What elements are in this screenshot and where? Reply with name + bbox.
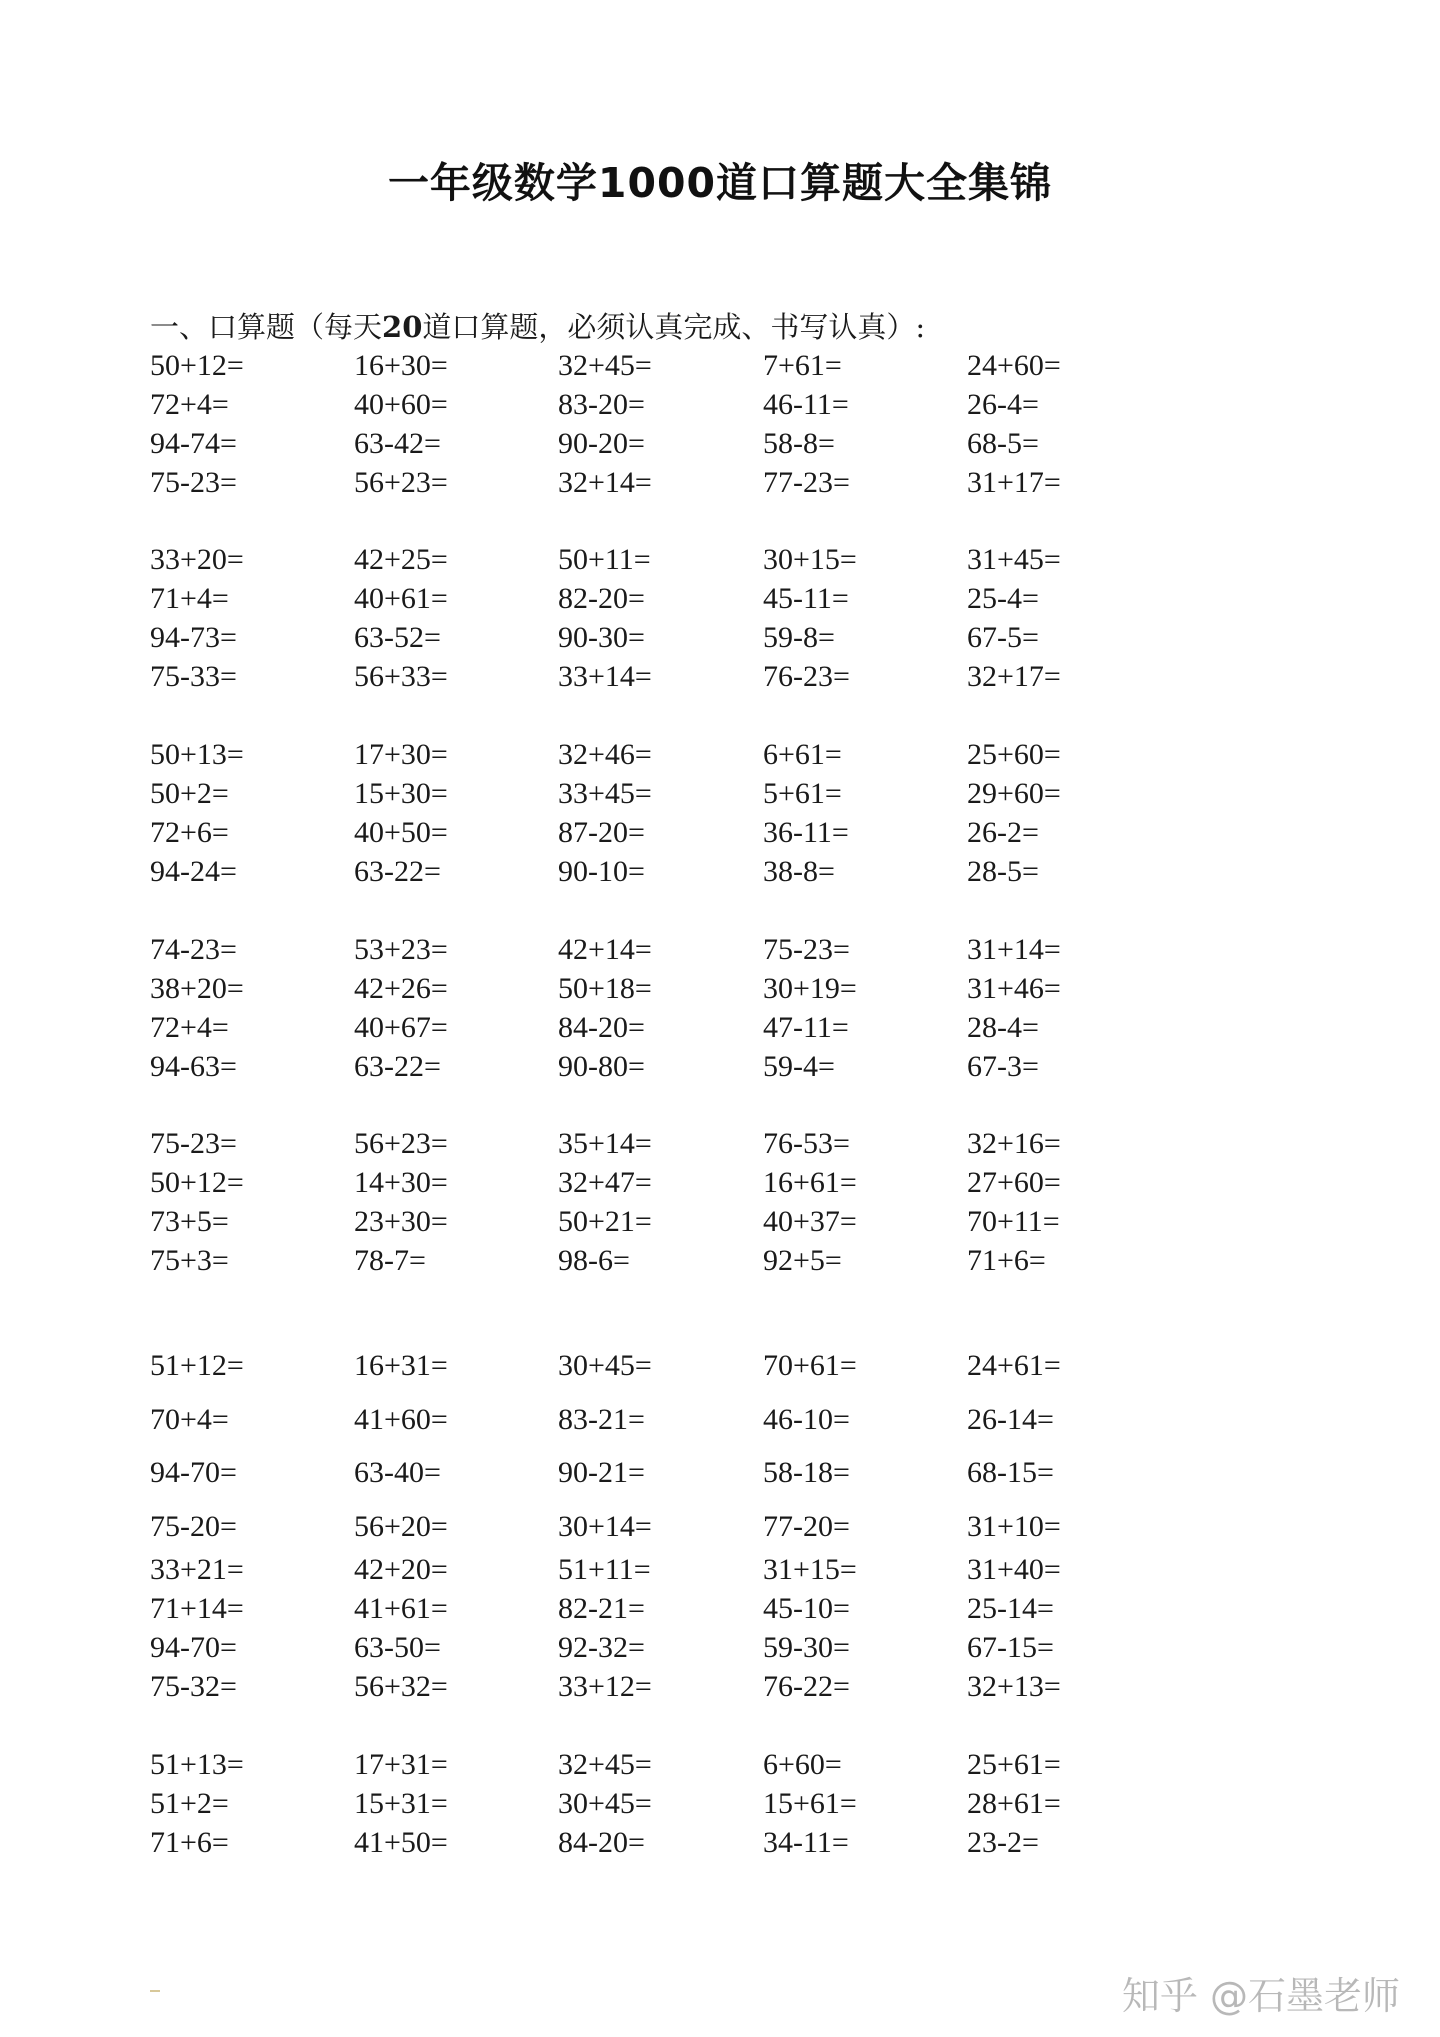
problem-item: 35+14= bbox=[558, 1127, 652, 1160]
problem-item: 67-15= bbox=[967, 1631, 1054, 1664]
problem-item: 51+13= bbox=[150, 1748, 244, 1781]
problem-item: 42+20= bbox=[354, 1553, 448, 1586]
problem-item: 41+61= bbox=[354, 1592, 448, 1625]
footer-mark bbox=[150, 1990, 160, 1992]
problem-item: 40+50= bbox=[354, 816, 448, 849]
problem-item: 32+45= bbox=[558, 1748, 652, 1781]
problem-item: 73+5= bbox=[150, 1205, 229, 1238]
problem-item: 70+61= bbox=[763, 1349, 857, 1382]
problem-item: 76-23= bbox=[763, 660, 850, 693]
problem-item: 46-11= bbox=[763, 388, 849, 421]
problem-item: 38-8= bbox=[763, 855, 835, 888]
problem-item: 51+11= bbox=[558, 1553, 651, 1586]
problem-item: 15+31= bbox=[354, 1787, 448, 1820]
document-title: 一年级数学1000道口算题大全集锦 bbox=[387, 159, 1053, 207]
problem-item: 42+26= bbox=[354, 972, 448, 1005]
problem-item: 71+6= bbox=[967, 1244, 1046, 1277]
problem-item: 40+61= bbox=[354, 582, 448, 615]
problem-item: 70+4= bbox=[150, 1403, 229, 1436]
problem-item: 94-73= bbox=[150, 621, 237, 654]
problem-item: 59-4= bbox=[763, 1050, 835, 1083]
problem-item: 15+30= bbox=[354, 777, 448, 810]
problem-item: 84-20= bbox=[558, 1826, 645, 1859]
problem-item: 94-70= bbox=[150, 1456, 237, 1489]
problem-item: 78-7= bbox=[354, 1244, 426, 1277]
problem-item: 29+60= bbox=[967, 777, 1061, 810]
problem-item: 53+23= bbox=[354, 933, 448, 966]
problem-item: 75-33= bbox=[150, 660, 237, 693]
problem-item: 7+61= bbox=[763, 349, 842, 382]
problem-item: 68-5= bbox=[967, 427, 1039, 460]
problem-item: 23+30= bbox=[354, 1205, 448, 1238]
problem-item: 63-52= bbox=[354, 621, 441, 654]
section-heading-suffix: 道口算题，必须认真完成、书写认真）: bbox=[422, 310, 926, 344]
problem-item: 75-32= bbox=[150, 1670, 237, 1703]
problem-item: 30+45= bbox=[558, 1349, 652, 1382]
problem-item: 75-20= bbox=[150, 1510, 237, 1543]
problem-item: 32+45= bbox=[558, 349, 652, 382]
problem-item: 72+6= bbox=[150, 816, 229, 849]
problem-item: 94-74= bbox=[150, 427, 237, 460]
problem-item: 33+21= bbox=[150, 1553, 244, 1586]
problem-item: 23-2= bbox=[967, 1826, 1039, 1859]
problem-item: 50+21= bbox=[558, 1205, 652, 1238]
problem-item: 63-40= bbox=[354, 1456, 441, 1489]
problem-item: 75-23= bbox=[150, 466, 237, 499]
problem-item: 45-11= bbox=[763, 582, 849, 615]
problem-item: 75-23= bbox=[763, 933, 850, 966]
problem-item: 32+17= bbox=[967, 660, 1061, 693]
problem-item: 41+50= bbox=[354, 1826, 448, 1859]
problem-item: 42+25= bbox=[354, 543, 448, 576]
problem-item: 31+14= bbox=[967, 933, 1061, 966]
problem-item: 90-30= bbox=[558, 621, 645, 654]
problem-item: 68-15= bbox=[967, 1456, 1054, 1489]
problem-item: 50+13= bbox=[150, 738, 244, 771]
problem-item: 59-8= bbox=[763, 621, 835, 654]
problem-item: 76-53= bbox=[763, 1127, 850, 1160]
problem-item: 32+16= bbox=[967, 1127, 1061, 1160]
problem-item: 33+20= bbox=[150, 543, 244, 576]
problem-item: 84-20= bbox=[558, 1011, 645, 1044]
problem-item: 71+4= bbox=[150, 582, 229, 615]
problem-item: 30+15= bbox=[763, 543, 857, 576]
problem-item: 67-5= bbox=[967, 621, 1039, 654]
problem-item: 71+14= bbox=[150, 1592, 244, 1625]
problem-item: 28-5= bbox=[967, 855, 1039, 888]
problem-item: 50+12= bbox=[150, 349, 244, 382]
problem-item: 27+60= bbox=[967, 1166, 1061, 1199]
problem-item: 67-3= bbox=[967, 1050, 1039, 1083]
problem-item: 24+60= bbox=[967, 349, 1061, 382]
problem-item: 24+61= bbox=[967, 1349, 1061, 1382]
problem-item: 50+12= bbox=[150, 1166, 244, 1199]
problem-item: 32+14= bbox=[558, 466, 652, 499]
problem-item: 16+30= bbox=[354, 349, 448, 382]
problem-item: 75+3= bbox=[150, 1244, 229, 1277]
problem-item: 94-63= bbox=[150, 1050, 237, 1083]
problem-item: 33+14= bbox=[558, 660, 652, 693]
problem-item: 92+5= bbox=[763, 1244, 842, 1277]
problem-item: 72+4= bbox=[150, 388, 229, 421]
problem-item: 33+45= bbox=[558, 777, 652, 810]
problem-item: 56+20= bbox=[354, 1510, 448, 1543]
problem-item: 56+23= bbox=[354, 1127, 448, 1160]
problem-item: 46-10= bbox=[763, 1403, 850, 1436]
problem-item: 32+13= bbox=[967, 1670, 1061, 1703]
problem-item: 6+60= bbox=[763, 1748, 842, 1781]
problem-item: 50+11= bbox=[558, 543, 651, 576]
problem-item: 30+19= bbox=[763, 972, 857, 1005]
problem-item: 94-24= bbox=[150, 855, 237, 888]
problem-item: 33+12= bbox=[558, 1670, 652, 1703]
problem-item: 40+67= bbox=[354, 1011, 448, 1044]
problem-item: 28+61= bbox=[967, 1787, 1061, 1820]
watermark: 知乎 @石墨老师 bbox=[1121, 1974, 1400, 2018]
problem-item: 40+60= bbox=[354, 388, 448, 421]
problem-item: 15+61= bbox=[763, 1787, 857, 1820]
problem-item: 98-6= bbox=[558, 1244, 630, 1277]
problem-item: 56+23= bbox=[354, 466, 448, 499]
problem-item: 25+60= bbox=[967, 738, 1061, 771]
problem-item: 75-23= bbox=[150, 1127, 237, 1160]
problem-item: 51+2= bbox=[150, 1787, 229, 1820]
problem-item: 92-32= bbox=[558, 1631, 645, 1664]
problem-item: 77-23= bbox=[763, 466, 850, 499]
problem-item: 6+61= bbox=[763, 738, 842, 771]
problem-item: 25+61= bbox=[967, 1748, 1061, 1781]
problem-item: 42+14= bbox=[558, 933, 652, 966]
problem-item: 90-10= bbox=[558, 855, 645, 888]
problem-item: 82-20= bbox=[558, 582, 645, 615]
problem-item: 72+4= bbox=[150, 1011, 229, 1044]
problem-item: 45-10= bbox=[763, 1592, 850, 1625]
problem-item: 40+37= bbox=[763, 1205, 857, 1238]
problem-item: 59-30= bbox=[763, 1631, 850, 1664]
problem-item: 63-42= bbox=[354, 427, 441, 460]
problem-item: 63-22= bbox=[354, 855, 441, 888]
problem-item: 71+6= bbox=[150, 1826, 229, 1859]
problem-item: 31+45= bbox=[967, 543, 1061, 576]
problem-item: 50+2= bbox=[150, 777, 229, 810]
problem-item: 58-8= bbox=[763, 427, 835, 460]
problem-item: 31+46= bbox=[967, 972, 1061, 1005]
problem-item: 90-80= bbox=[558, 1050, 645, 1083]
problem-item: 5+61= bbox=[763, 777, 842, 810]
section-heading-count: 20 bbox=[382, 310, 423, 344]
problem-item: 31+40= bbox=[967, 1553, 1061, 1586]
problem-item: 16+61= bbox=[763, 1166, 857, 1199]
problem-item: 83-21= bbox=[558, 1403, 645, 1436]
problem-item: 90-21= bbox=[558, 1456, 645, 1489]
problem-item: 26-14= bbox=[967, 1403, 1054, 1436]
problem-item: 34-11= bbox=[763, 1826, 849, 1859]
problem-item: 31+17= bbox=[967, 466, 1061, 499]
problem-item: 94-70= bbox=[150, 1631, 237, 1664]
problem-item: 56+33= bbox=[354, 660, 448, 693]
problem-item: 90-20= bbox=[558, 427, 645, 460]
problem-item: 82-21= bbox=[558, 1592, 645, 1625]
problem-item: 50+18= bbox=[558, 972, 652, 1005]
problem-item: 70+11= bbox=[967, 1205, 1060, 1238]
problem-item: 87-20= bbox=[558, 816, 645, 849]
problem-item: 31+10= bbox=[967, 1510, 1061, 1543]
problem-item: 41+60= bbox=[354, 1403, 448, 1436]
problem-item: 30+45= bbox=[558, 1787, 652, 1820]
problem-item: 36-11= bbox=[763, 816, 849, 849]
problem-item: 76-22= bbox=[763, 1670, 850, 1703]
problem-item: 14+30= bbox=[354, 1166, 448, 1199]
problem-item: 38+20= bbox=[150, 972, 244, 1005]
problem-item: 83-20= bbox=[558, 388, 645, 421]
problem-item: 26-4= bbox=[967, 388, 1039, 421]
problem-item: 25-4= bbox=[967, 582, 1039, 615]
problem-item: 63-22= bbox=[354, 1050, 441, 1083]
problem-item: 74-23= bbox=[150, 933, 237, 966]
problem-item: 32+46= bbox=[558, 738, 652, 771]
problem-item: 56+32= bbox=[354, 1670, 448, 1703]
problem-item: 16+31= bbox=[354, 1349, 448, 1382]
problem-item: 28-4= bbox=[967, 1011, 1039, 1044]
problem-item: 17+30= bbox=[354, 738, 448, 771]
problem-item: 51+12= bbox=[150, 1349, 244, 1382]
problem-item: 30+14= bbox=[558, 1510, 652, 1543]
problem-item: 31+15= bbox=[763, 1553, 857, 1586]
section-heading-prefix: 一、口算题（每天 bbox=[150, 310, 383, 344]
problem-item: 47-11= bbox=[763, 1011, 849, 1044]
problem-item: 58-18= bbox=[763, 1456, 850, 1489]
problem-item: 17+31= bbox=[354, 1748, 448, 1781]
problem-item: 63-50= bbox=[354, 1631, 441, 1664]
problem-item: 25-14= bbox=[967, 1592, 1054, 1625]
problem-item: 77-20= bbox=[763, 1510, 850, 1543]
problem-item: 32+47= bbox=[558, 1166, 652, 1199]
problem-item: 26-2= bbox=[967, 816, 1039, 849]
